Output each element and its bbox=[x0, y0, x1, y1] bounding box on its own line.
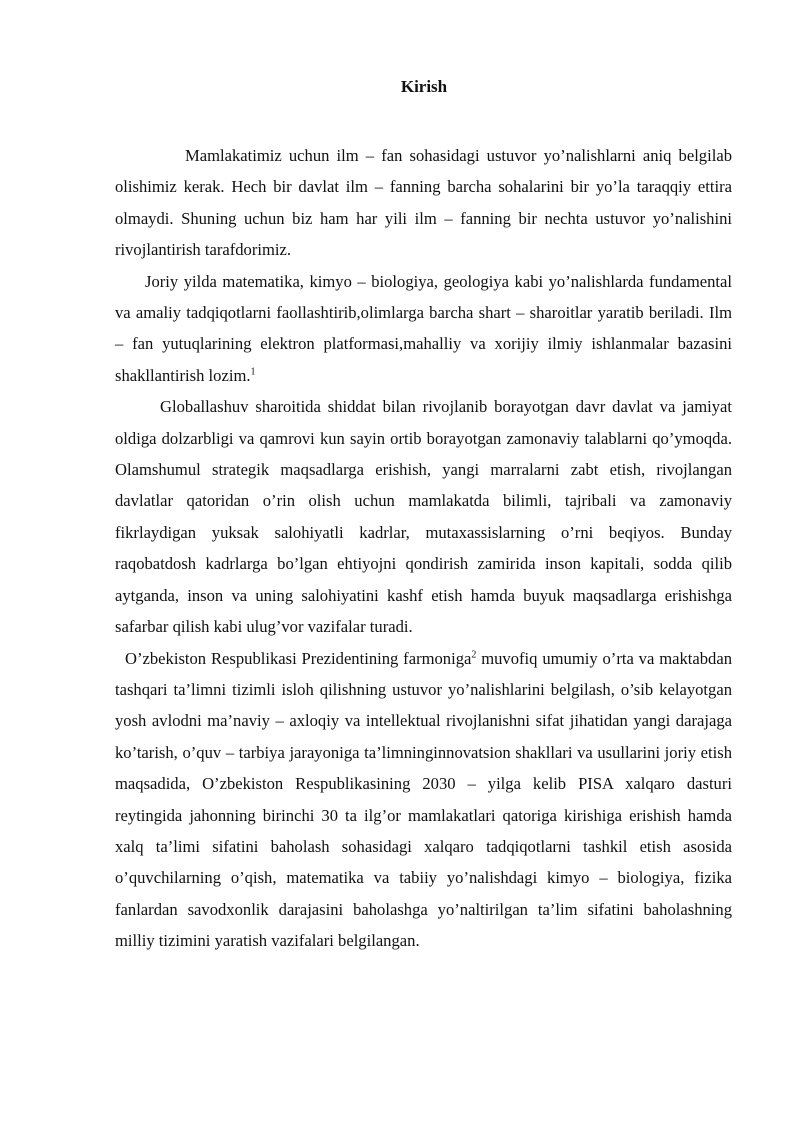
paragraph-2 bbox=[115, 266, 732, 392]
paragraph-1-text: Mamlakatimiz uchun ilm – fan sohasidagi ustuvor yo’nalishlarni aniq belgilab olishimiz kerak. Hech bir davlat ilm – fanning barcha sohalarini bir yo’la taraqqiy ettira olmaydi. Shuning uchun biz ham har yili ilm – fanning bir nechta ustuvor yo’nalishini rivojlantirish tarafdorimiz. bbox=[115, 146, 732, 260]
paragraph-3-text: Globallashuv sharoitida shiddat bilan rivojlanib borayotgan davr davlat va jamiyat oldiga dolzarbligi va qamrovi kun sayin ortib borayotgan zamonaviy talablarni qo’ymoqda. Olamshumul strategik maqsadlarga erishish, yangi marralarni zabt etish, rivojlangan davlatlar qatoridan o’rin olish uchun mamlakatda bilimli, tajribali va zamonaviy fikrlaydigan yuksak salohiyatli kadrlar, mutaxassislarning o’rni beqiyos. Bunday raqobatdosh kadrlarga bo’lgan ehtiyojni qondirish zamirida inson kapitali, sodda qilib aytganda, inson va uning salohiyatini kashf etish hamda buyuk maqsadlarga erishishga safarbar qilish kabi ulug’vor vazifalar turadi. bbox=[115, 397, 732, 637]
paragraph-3 bbox=[115, 391, 732, 642]
paragraph-4-text-before: O’zbekiston Respublikasi Prezidentining farmoniga bbox=[125, 648, 472, 668]
paragraph-4-text-after: muvofiq umumiy o’rta va maktabdan tashqari ta’limni tizimli isloh qilishning ustuvor yo’nalishlarini belgilash, o’sib kelayotgan yosh avlodni ma’naviy – axloqiy va intellektual rivojlanishni sifat jihatidan yangi darajaga ko’tarish, o’quv – tarbiya jarayoniga ta’limninginnovatsion shakllari va usullarini joriy etish maqsadida, O’zbekiston Respublikasining 2030 – yilga kelib PISA xalqaro dasturi reytingida jahonning birinchi 30 ta ilg’or mamlakatlari qatoriga kirishiga erishish hamda xalq ta’limi sifatini baholash sohasidagi xalqaro tadqiqotlarni tashkil etish asosida o’quvchilarning o’qish, matematika va tabiiy yo’nalishdagi kimyo – biologiya, fizika fanlardan savodxonlik darajasini baholashga yo’naltirilgan ta’lim sifatini baholashning milliy tizimini yaratish vazifalari belgilangan. bbox=[115, 648, 732, 951]
paragraph-4 bbox=[115, 643, 732, 957]
page-title: Kirish bbox=[400, 77, 448, 96]
footnote-marker-2: 2 bbox=[471, 648, 477, 660]
footnote-marker-1: 1 bbox=[250, 366, 256, 378]
paragraph-2-text: Joriy yilda matematika, kimyo – biologiya, geologiya kabi yo’nalishlarda fundamental va amaliy tadqiqotlarni faollashtirib,olimlarga barcha shart – sharoitlar yaratib beriladi. Ilm – fan yutuqlarining elektron platformasi,mahalliy va xorijiy ilmiy ishlanmalar bazasini shakllantirish lozim. bbox=[115, 271, 732, 385]
document-body bbox=[115, 140, 732, 957]
paragraph-1 bbox=[115, 140, 732, 266]
